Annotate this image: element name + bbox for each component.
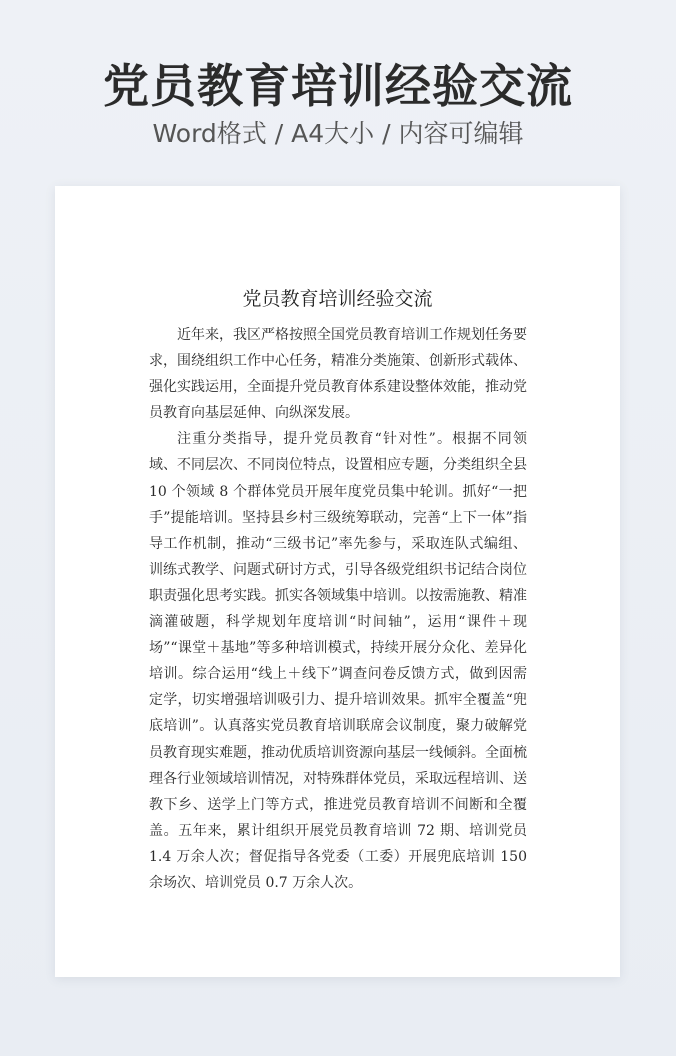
paragraph: 近年来，我区严格按照全国党员教育培训工作规划任务要求，围绕组织工作中心任务，精准分类施策、创新形式载体、强化实践运用，全面提升党员教育体系建设整体效能，推动党员教育向基层延伸、向纵深发展。	[149, 327, 527, 422]
paragraph: 注重分类指导，提升党员教育“针对性”。根据不同领域、不同层次、不同岗位特点，设置相应专题，分类组织全县 10 个领域 8 个群体党员开展年度党员集中轮训。抓好“一把手”提能培训。坚持县乡村三级统筹联动，完善“上下一体”指导工作机制，推动“三级书记”率先参与，采取连队式编组、训练式教学、问题式研讨方式，引导各级党组织书记结合岗位职责强化思考实践。抓实各领域集中培训。以按需施教、精准滴灌破题，科学规划年度培训“时间轴”，运用“课件＋现场”“课堂＋基地”等多种培训模式，持续开展分众化、差异化培训。综合运用“线上＋线下”调查问卷反馈方式，做到因需定学，切实增强培训吸引力、提升培训效果。抓牢全覆盖“兜底培训”。认真落实党员教育培训联席会议制度，聚力破解党员教育现实难题，推动优质培训资源向基层一线倾斜。全面梳理各行业领域培训情况，对特殊群体党员，采取远程培训、送教下乡、送学上门等方式，推进党员教育培训不间断和全覆盖。五年来，累计组织开展党员教育培训 72 期、培训党员 1.4 万余人次；督促指导各党委（工委）开展兜底培训 150 余场次、培训党员 0.7 万余人次。	[149, 431, 527, 891]
document-title: 党员教育培训经验交流	[242, 288, 433, 310]
banner	[0, 58, 676, 150]
document-body	[149, 322, 527, 896]
document-page	[55, 186, 620, 977]
banner-title: 党员教育培训经验交流	[103, 59, 573, 113]
banner-subtitle: Word格式 / A4大小 / 内容可编辑	[152, 119, 524, 148]
